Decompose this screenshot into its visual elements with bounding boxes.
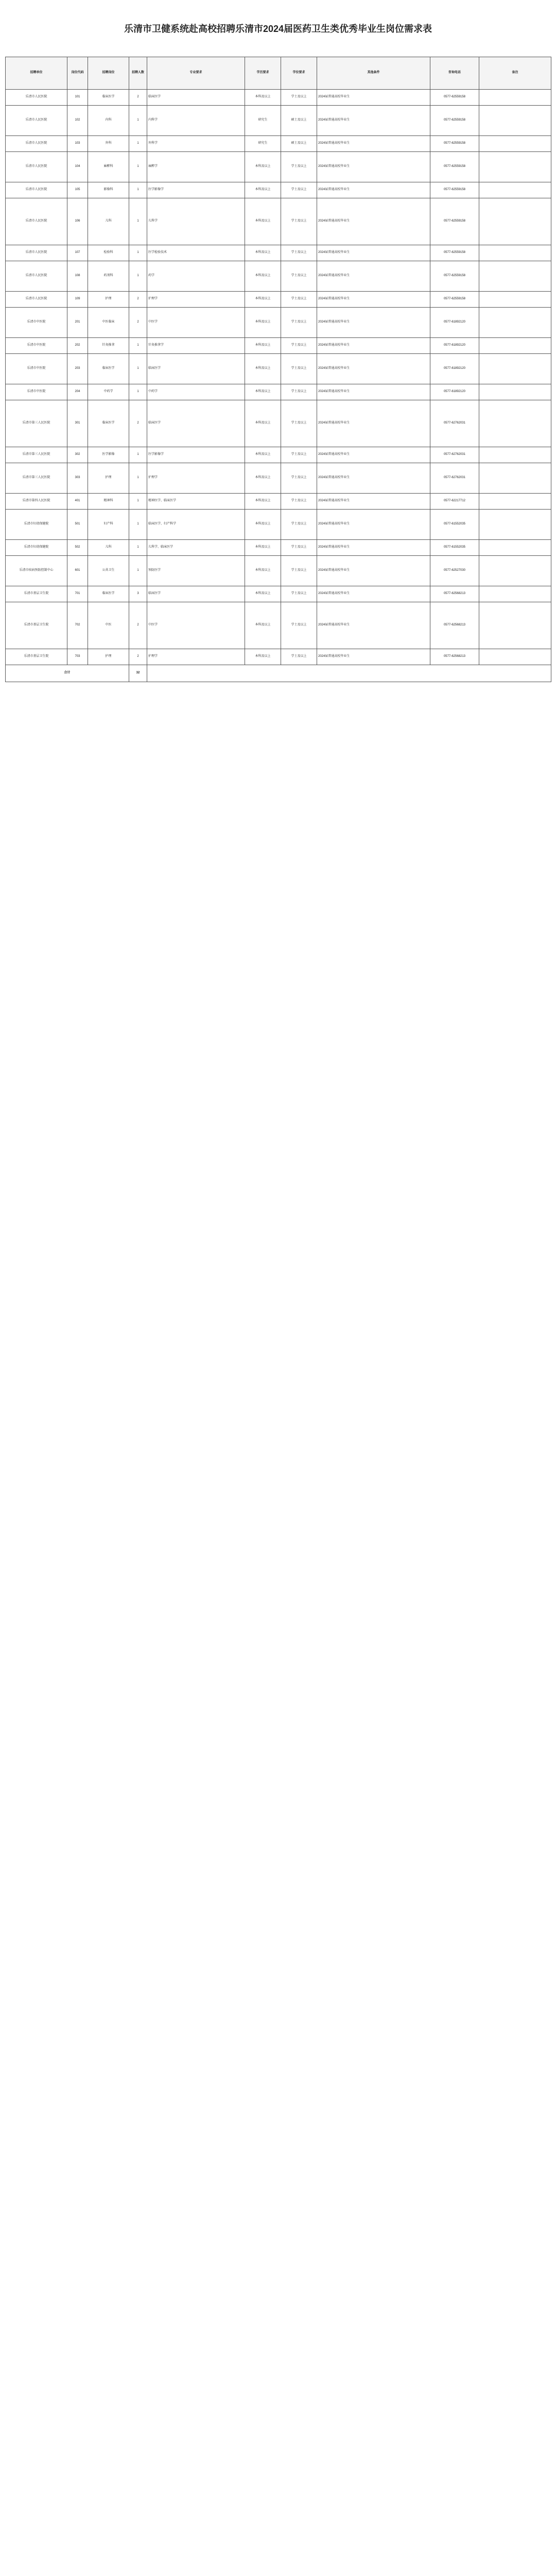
cell-education: 本科及以上 [245,338,281,354]
cell-position: 医学影像 [88,447,129,463]
cell-education: 本科及以上 [245,540,281,556]
cell-code: 105 [67,182,88,198]
cell-degree: 学士及以上 [281,384,317,400]
cell-degree: 学士及以上 [281,447,317,463]
cell-position: 儿科 [88,198,129,245]
cell-position: 护理 [88,649,129,665]
cell-count: 1 [129,261,147,292]
table-footer-row [6,665,551,682]
cell-note [479,182,551,198]
cell-code: 109 [67,292,88,308]
cell-other: 2024届普通高校毕业生 [317,338,430,354]
cell-position: 内科 [88,106,129,136]
cell-unit: 乐清市疾病预防控制中心 [6,556,67,586]
cell-position: 检验科 [88,245,129,261]
cell-unit: 乐清市中医院 [6,354,67,384]
cell-education: 本科及以上 [245,494,281,510]
cell-note [479,494,551,510]
cell-major: 预防医学 [147,556,245,586]
cell-other: 2024届普通高校毕业生 [317,447,430,463]
table-row [6,586,551,602]
cell-degree: 学士及以上 [281,261,317,292]
cell-degree: 学士及以上 [281,308,317,338]
cell-note [479,602,551,649]
cell-phone: 0577-62568213 [430,649,479,665]
cell-position: 中药学 [88,384,129,400]
table-body [6,90,551,682]
cell-education: 本科及以上 [245,447,281,463]
cell-other: 2024届普通高校毕业生 [317,510,430,540]
cell-unit: 乐清市中医院 [6,308,67,338]
cell-phone: 0577-62559158 [430,182,479,198]
header-unit: 招聘单位 [6,57,67,90]
cell-major: 临床医学、妇产科学 [147,510,245,540]
cell-count: 1 [129,540,147,556]
cell-code: 502 [67,540,88,556]
cell-unit: 乐清市第三人民医院 [6,463,67,494]
table-row [6,152,551,182]
cell-education: 本科及以上 [245,292,281,308]
cell-degree: 学士及以上 [281,245,317,261]
cell-unit: 乐清市人民医院 [6,198,67,245]
cell-unit: 乐清市妇幼保健院 [6,510,67,540]
cell-unit: 乐清市人民医院 [6,136,67,152]
cell-position: 临床医学 [88,400,129,447]
table-row [6,400,551,447]
cell-unit: 乐清市基层卫生院 [6,602,67,649]
cell-other: 2024届普通高校毕业生 [317,182,430,198]
cell-phone: 0577-62762031 [430,463,479,494]
cell-code: 201 [67,308,88,338]
table-row [6,540,551,556]
cell-note [479,463,551,494]
cell-count: 1 [129,106,147,136]
table-row [6,463,551,494]
table-row [6,338,551,354]
cell-other: 2024届普通高校毕业生 [317,292,430,308]
cell-code: 501 [67,510,88,540]
cell-other: 2024届普通高校毕业生 [317,354,430,384]
cell-other: 2024届普通高校毕业生 [317,649,430,665]
cell-count: 1 [129,494,147,510]
cell-position: 护理 [88,463,129,494]
cell-phone: 0577-62568213 [430,602,479,649]
cell-count: 1 [129,384,147,400]
cell-code: 106 [67,198,88,245]
cell-other: 2024届普通高校毕业生 [317,245,430,261]
cell-position: 外科 [88,136,129,152]
cell-count: 2 [129,602,147,649]
cell-major: 临床医学 [147,586,245,602]
cell-count: 1 [129,136,147,152]
cell-other: 2024届普通高校毕业生 [317,494,430,510]
cell-note [479,136,551,152]
cell-degree: 学士及以上 [281,649,317,665]
table-row [6,494,551,510]
cell-count: 2 [129,292,147,308]
cell-degree: 学士及以上 [281,400,317,447]
cell-education: 本科及以上 [245,354,281,384]
cell-major: 针灸推拿学 [147,338,245,354]
cell-degree: 学士及以上 [281,198,317,245]
cell-position: 临床医学 [88,586,129,602]
cell-other: 2024届普通高校毕业生 [317,602,430,649]
cell-major: 外科学 [147,136,245,152]
cell-other: 2024届普通高校毕业生 [317,261,430,292]
cell-phone: 0577-61552035 [430,510,479,540]
cell-degree: 学士及以上 [281,540,317,556]
cell-note [479,447,551,463]
cell-degree: 学士及以上 [281,152,317,182]
header-position: 招聘岗位 [88,57,129,90]
cell-note [479,540,551,556]
cell-unit: 乐清市人民医院 [6,292,67,308]
cell-unit: 乐清市第三人民医院 [6,400,67,447]
cell-phone: 0577-61552035 [430,540,479,556]
header-major: 专业要求 [147,57,245,90]
cell-degree: 学士及以上 [281,463,317,494]
cell-phone: 0577-62559158 [430,198,479,245]
cell-phone: 0577-62559158 [430,90,479,106]
cell-note [479,106,551,136]
cell-note [479,354,551,384]
cell-phone: 0577-62559158 [430,292,479,308]
table-row [6,354,551,384]
cell-education: 本科及以上 [245,308,281,338]
cell-major: 药学 [147,261,245,292]
cell-other: 2024届普通高校毕业生 [317,90,430,106]
cell-degree: 学士及以上 [281,354,317,384]
cell-unit: 乐清市人民医院 [6,106,67,136]
header-other: 其他条件 [317,57,430,90]
table-row [6,649,551,665]
cell-note [479,90,551,106]
cell-count: 1 [129,354,147,384]
cell-education: 本科及以上 [245,245,281,261]
table-header-row [6,57,551,90]
cell-code: 202 [67,338,88,354]
cell-position: 中医临床 [88,308,129,338]
cell-major: 内科学 [147,106,245,136]
cell-education: 研究生 [245,136,281,152]
cell-position: 护理 [88,292,129,308]
cell-unit: 乐清市基层卫生院 [6,586,67,602]
cell-count: 1 [129,182,147,198]
cell-phone: 0577-61892120 [430,384,479,400]
cell-code: 204 [67,384,88,400]
cell-education: 本科及以上 [245,556,281,586]
table-row [6,245,551,261]
cell-count: 2 [129,308,147,338]
cell-phone: 0577-62559158 [430,106,479,136]
cell-code: 303 [67,463,88,494]
cell-position: 妇产科 [88,510,129,540]
cell-degree: 学士及以上 [281,556,317,586]
cell-count: 2 [129,400,147,447]
cell-note [479,586,551,602]
cell-code: 107 [67,245,88,261]
cell-code: 703 [67,649,88,665]
cell-note [479,245,551,261]
cell-position: 中医 [88,602,129,649]
cell-education: 本科及以上 [245,400,281,447]
cell-major: 中医学 [147,308,245,338]
cell-phone: 0577-62559158 [430,261,479,292]
footer-total: 32 [129,665,147,682]
header-phone: 咨询电话 [430,57,479,90]
header-degree: 学位要求 [281,57,317,90]
cell-unit: 乐清市中医院 [6,384,67,400]
cell-note [479,384,551,400]
cell-code: 103 [67,136,88,152]
cell-code: 601 [67,556,88,586]
cell-other: 2024届普通高校毕业生 [317,152,430,182]
cell-education: 研究生 [245,106,281,136]
table-row [6,182,551,198]
cell-position: 药剂科 [88,261,129,292]
cell-code: 203 [67,354,88,384]
cell-other: 2024届普通高校毕业生 [317,586,430,602]
cell-position: 麻醉科 [88,152,129,182]
cell-education: 本科及以上 [245,384,281,400]
cell-count: 1 [129,338,147,354]
cell-unit: 乐清市妇幼保健院 [6,540,67,556]
header-education: 学历要求 [245,57,281,90]
cell-major: 护理学 [147,292,245,308]
cell-other: 2024届普通高校毕业生 [317,384,430,400]
cell-phone: 0577-61892120 [430,338,479,354]
cell-major: 临床医学 [147,90,245,106]
cell-major: 精神医学、临床医学 [147,494,245,510]
cell-unit: 乐清市人民医院 [6,261,67,292]
footer-blank [147,665,551,682]
table-row [6,447,551,463]
header-note: 备注 [479,57,551,90]
cell-position: 针灸推拿 [88,338,129,354]
cell-note [479,152,551,182]
table-row [6,510,551,540]
cell-count: 2 [129,90,147,106]
cell-education: 本科及以上 [245,510,281,540]
cell-degree: 学士及以上 [281,586,317,602]
table-row [6,308,551,338]
cell-major: 医学检验技术 [147,245,245,261]
title-area [0,0,556,57]
table-row [6,556,551,586]
cell-major: 临床医学 [147,400,245,447]
table-row [6,384,551,400]
cell-phone: 0577-62559158 [430,136,479,152]
page-title: 乐清市卫健系统赴高校招聘乐清市2024届医药卫生类优秀毕业生岗位需求表 [124,24,432,34]
cell-degree: 学士及以上 [281,292,317,308]
table-row [6,261,551,292]
cell-degree: 学士及以上 [281,90,317,106]
cell-count: 1 [129,152,147,182]
footer-label: 合计 [6,665,129,682]
cell-education: 本科及以上 [245,602,281,649]
cell-position: 精神科 [88,494,129,510]
cell-unit: 乐清市中医院 [6,338,67,354]
cell-other: 2024届普通高校毕业生 [317,540,430,556]
cell-education: 本科及以上 [245,182,281,198]
cell-count: 1 [129,447,147,463]
cell-degree: 学士及以上 [281,494,317,510]
cell-note [479,649,551,665]
cell-code: 301 [67,400,88,447]
cell-note [479,198,551,245]
cell-code: 108 [67,261,88,292]
cell-degree: 学士及以上 [281,338,317,354]
table-row [6,136,551,152]
cell-phone: 0577-62762031 [430,447,479,463]
cell-phone: 0577-62559158 [430,152,479,182]
cell-note [479,400,551,447]
cell-note [479,510,551,540]
cell-major: 护理学 [147,463,245,494]
cell-code: 302 [67,447,88,463]
cell-other: 2024届普通高校毕业生 [317,463,430,494]
cell-position: 儿科 [88,540,129,556]
cell-count: 1 [129,556,147,586]
cell-degree: 学士及以上 [281,602,317,649]
cell-degree: 学士及以上 [281,182,317,198]
cell-degree: 硕士及以上 [281,136,317,152]
cell-phone: 0577-61892120 [430,308,479,338]
cell-code: 401 [67,494,88,510]
cell-count: 1 [129,245,147,261]
cell-unit: 乐清市人民医院 [6,245,67,261]
cell-other: 2024届普通高校毕业生 [317,106,430,136]
cell-major: 临床医学 [147,354,245,384]
cell-major: 中医学 [147,602,245,649]
cell-note [479,556,551,586]
job-requirements-table [5,57,551,682]
cell-phone: 0577-62527030 [430,556,479,586]
cell-major: 儿科学 [147,198,245,245]
cell-code: 102 [67,106,88,136]
cell-unit: 乐清市第四人民医院 [6,494,67,510]
cell-code: 702 [67,602,88,649]
cell-count: 1 [129,198,147,245]
cell-count: 1 [129,463,147,494]
table-row [6,292,551,308]
cell-other: 2024届普通高校毕业生 [317,400,430,447]
table-row [6,106,551,136]
cell-position: 临床医学 [88,90,129,106]
cell-note [479,292,551,308]
cell-education: 本科及以上 [245,649,281,665]
table-row [6,90,551,106]
cell-phone: 0577-62762031 [430,400,479,447]
cell-position: 公共卫生 [88,556,129,586]
cell-position: 临床医学 [88,354,129,384]
cell-other: 2024届普通高校毕业生 [317,308,430,338]
header-code: 岗位代码 [67,57,88,90]
cell-other: 2024届普通高校毕业生 [317,198,430,245]
table-row [6,198,551,245]
cell-education: 本科及以上 [245,198,281,245]
cell-code: 701 [67,586,88,602]
cell-major: 儿科学、临床医学 [147,540,245,556]
cell-unit: 乐清市人民医院 [6,152,67,182]
cell-note [479,261,551,292]
cell-code: 101 [67,90,88,106]
cell-phone: 0577-62568213 [430,586,479,602]
cell-phone: 0577-61892120 [430,354,479,384]
cell-note [479,338,551,354]
cell-other: 2024届普通高校毕业生 [317,556,430,586]
cell-note [479,308,551,338]
cell-unit: 乐清市人民医院 [6,90,67,106]
cell-degree: 学士及以上 [281,510,317,540]
cell-major: 医学影像学 [147,447,245,463]
cell-degree: 硕士及以上 [281,106,317,136]
cell-count: 2 [129,649,147,665]
cell-education: 本科及以上 [245,261,281,292]
cell-phone: 0577-62217712 [430,494,479,510]
cell-count: 1 [129,510,147,540]
cell-code: 104 [67,152,88,182]
table-row [6,602,551,649]
cell-unit: 乐清市第三人民医院 [6,447,67,463]
cell-phone: 0577-62559158 [430,245,479,261]
cell-major: 医学影像学 [147,182,245,198]
cell-major: 麻醉学 [147,152,245,182]
cell-unit: 乐清市人民医院 [6,182,67,198]
cell-count: 3 [129,586,147,602]
cell-position: 影像科 [88,182,129,198]
cell-education: 本科及以上 [245,463,281,494]
cell-education: 本科及以上 [245,90,281,106]
cell-other: 2024届普通高校毕业生 [317,136,430,152]
cell-education: 本科及以上 [245,152,281,182]
header-count: 招聘人数 [129,57,147,90]
cell-education: 本科及以上 [245,586,281,602]
cell-unit: 乐清市基层卫生院 [6,649,67,665]
cell-major: 护理学 [147,649,245,665]
cell-major: 中药学 [147,384,245,400]
